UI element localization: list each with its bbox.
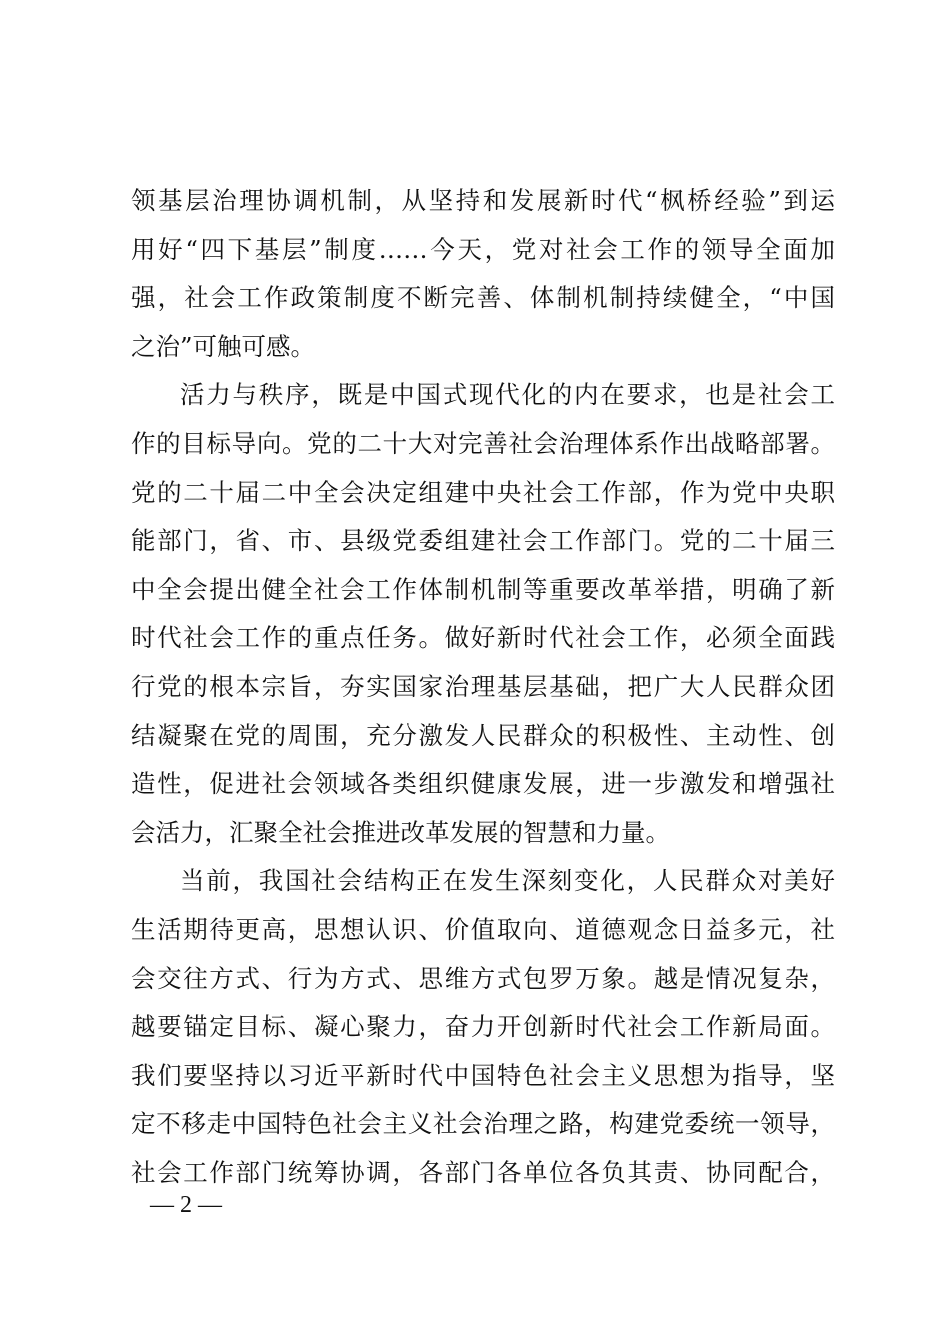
text-line: 会活力，汇聚全社会推进改革发展的智慧和力量。 [131, 817, 670, 847]
text-line: 强，社会工作政策制度不断完善、体制机制持续健全，“中国 [131, 283, 835, 313]
text-line: 定不移走中国特色社会主义社会治理之路，构建党委统一领导， [131, 1109, 835, 1139]
text-line: 作的目标导向。党的二十大对完善社会治理体系作出战略部署。 [131, 428, 835, 458]
text-line: 领基层治理协调机制，从坚持和发展新时代“枫桥经验”到运 [131, 186, 835, 215]
text-line: 社会工作部门统筹协调，各部门各单位各负其责、协同配合， [131, 1157, 835, 1187]
text-line: 结凝聚在党的周围，充分激发人民群众的积极性、主动性、创 [131, 720, 835, 750]
text-line: 时代社会工作的重点任务。做好新时代社会工作，必须全面践 [131, 623, 835, 653]
text-line: 生活期待更高，思想认识、价值取向、道德观念日益多元，社 [131, 914, 835, 944]
text-line: 中全会提出健全社会工作体制机制等重要改革举措，明确了新 [131, 574, 835, 604]
text-line: 之治”可触可感。 [131, 331, 316, 361]
text-line: 当前，我国社会结构正在发生深刻变化，人民群众对美好 [180, 866, 835, 896]
body-text [131, 177, 835, 1197]
text-line: 会交往方式、行为方式、思维方式包罗万象。越是情况复杂， [131, 963, 835, 993]
text-line: 活力与秩序，既是中国式现代化的内在要求，也是社会工 [180, 380, 835, 410]
text-line: 党的二十届二中全会决定组建中央社会工作部，作为党中央职 [131, 477, 835, 507]
text-line: 造性，促进社会领域各类组织健康发展，进一步激发和增强社 [131, 769, 835, 799]
text-line: 越要锚定目标、凝心聚力，奋力开创新时代社会工作新局面。 [131, 1012, 835, 1042]
text-line: 行党的根本宗旨，夯实国家治理基层基础，把广大人民群众团 [131, 671, 835, 701]
text-line: 用好“四下基层”制度……今天，党对社会工作的领导全面加 [131, 234, 835, 264]
text-line: 能部门，省、市、县级党委组建社会工作部门。党的二十届三 [131, 526, 835, 556]
page-number: — 2 — [150, 1192, 222, 1218]
text-line: 我们要坚持以习近平新时代中国特色社会主义思想为指导，坚 [131, 1060, 835, 1090]
